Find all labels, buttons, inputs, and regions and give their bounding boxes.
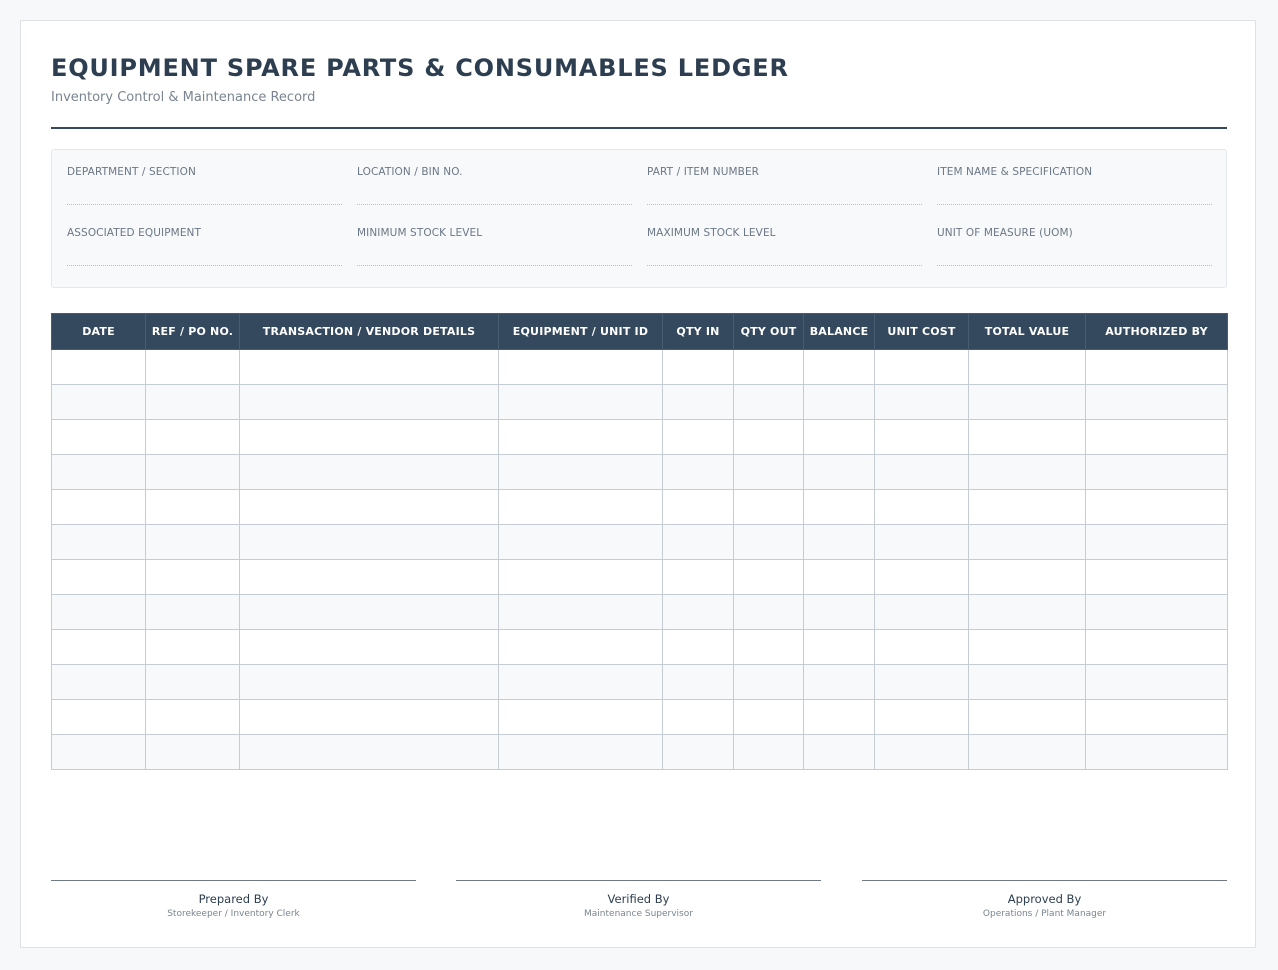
signature-line[interactable] bbox=[51, 880, 416, 881]
table-cell[interactable] bbox=[875, 350, 969, 385]
table-cell[interactable] bbox=[240, 735, 499, 770]
table-cell[interactable] bbox=[52, 525, 146, 560]
table-cell[interactable] bbox=[146, 630, 240, 665]
field-input-line[interactable] bbox=[357, 265, 632, 266]
signature-verified bbox=[456, 880, 821, 919]
table-cell[interactable] bbox=[734, 595, 804, 630]
header-divider bbox=[51, 127, 1227, 129]
signature-prepared bbox=[51, 880, 416, 919]
table-cell[interactable] bbox=[1086, 385, 1228, 420]
ledger-sheet bbox=[20, 20, 1256, 948]
table-cell[interactable] bbox=[240, 560, 499, 595]
column-header-date: DATE bbox=[52, 314, 146, 350]
field-department[interactable] bbox=[67, 166, 342, 178]
table-row bbox=[52, 490, 1228, 525]
table-cell[interactable] bbox=[499, 350, 663, 385]
field-input-line[interactable] bbox=[937, 265, 1212, 266]
table-cell[interactable] bbox=[969, 560, 1086, 595]
field-associated-equipment[interactable] bbox=[67, 227, 342, 239]
table-cell[interactable] bbox=[804, 560, 875, 595]
table-cell[interactable] bbox=[146, 560, 240, 595]
table-cell[interactable] bbox=[663, 665, 734, 700]
table-cell[interactable] bbox=[499, 490, 663, 525]
table-cell[interactable] bbox=[1086, 665, 1228, 700]
table-cell[interactable] bbox=[52, 350, 146, 385]
field-max-stock[interactable] bbox=[647, 227, 922, 239]
table-cell[interactable] bbox=[875, 735, 969, 770]
table-row bbox=[52, 595, 1228, 630]
table-cell[interactable] bbox=[663, 525, 734, 560]
ledger-table bbox=[51, 313, 1228, 770]
table-cell[interactable] bbox=[52, 665, 146, 700]
field-label: ITEM NAME & SPECIFICATION bbox=[937, 166, 1093, 178]
table-cell[interactable] bbox=[734, 385, 804, 420]
table-cell[interactable] bbox=[734, 700, 804, 735]
table-cell[interactable] bbox=[804, 455, 875, 490]
table-cell[interactable] bbox=[969, 700, 1086, 735]
table-cell[interactable] bbox=[804, 735, 875, 770]
table-cell[interactable] bbox=[663, 385, 734, 420]
table-cell[interactable] bbox=[52, 735, 146, 770]
signature-role: Maintenance Supervisor bbox=[584, 909, 693, 919]
table-cell[interactable] bbox=[1086, 595, 1228, 630]
table-cell[interactable] bbox=[146, 525, 240, 560]
table-cell[interactable] bbox=[240, 455, 499, 490]
table-cell[interactable] bbox=[1086, 700, 1228, 735]
table-cell[interactable] bbox=[969, 525, 1086, 560]
table-cell[interactable] bbox=[875, 560, 969, 595]
table-cell[interactable] bbox=[240, 490, 499, 525]
table-cell[interactable] bbox=[499, 630, 663, 665]
field-location[interactable] bbox=[357, 166, 632, 178]
table-cell[interactable] bbox=[240, 700, 499, 735]
table-cell[interactable] bbox=[52, 455, 146, 490]
table-cell[interactable] bbox=[734, 665, 804, 700]
field-part-number[interactable] bbox=[647, 166, 922, 178]
table-cell[interactable] bbox=[52, 630, 146, 665]
column-header-authorized-by: AUTHORIZED BY bbox=[1086, 314, 1228, 350]
table-row bbox=[52, 420, 1228, 455]
table-cell[interactable] bbox=[663, 350, 734, 385]
table-cell[interactable] bbox=[146, 700, 240, 735]
table-cell[interactable] bbox=[663, 455, 734, 490]
table-cell[interactable] bbox=[499, 420, 663, 455]
table-cell[interactable] bbox=[240, 525, 499, 560]
table-row bbox=[52, 735, 1228, 770]
table-cell[interactable] bbox=[52, 420, 146, 455]
table-row bbox=[52, 385, 1228, 420]
table-cell[interactable] bbox=[804, 420, 875, 455]
table-cell[interactable] bbox=[240, 385, 499, 420]
field-input-line[interactable] bbox=[647, 265, 922, 266]
table-cell[interactable] bbox=[1086, 455, 1228, 490]
table-row bbox=[52, 665, 1228, 700]
table-cell[interactable] bbox=[804, 700, 875, 735]
table-cell[interactable] bbox=[1086, 630, 1228, 665]
field-input-line[interactable] bbox=[357, 204, 632, 205]
table-cell[interactable] bbox=[146, 350, 240, 385]
table-cell[interactable] bbox=[146, 420, 240, 455]
table-cell[interactable] bbox=[734, 490, 804, 525]
table-cell[interactable] bbox=[734, 455, 804, 490]
table-cell[interactable] bbox=[804, 350, 875, 385]
table-row bbox=[52, 630, 1228, 665]
field-input-line[interactable] bbox=[647, 204, 922, 205]
signature-title: Prepared By bbox=[198, 892, 269, 906]
table-row bbox=[52, 525, 1228, 560]
table-cell[interactable] bbox=[875, 455, 969, 490]
ledger-body bbox=[52, 350, 1228, 770]
table-cell[interactable] bbox=[499, 455, 663, 490]
table-cell[interactable] bbox=[663, 420, 734, 455]
field-label: MAXIMUM STOCK LEVEL bbox=[647, 227, 776, 239]
table-cell[interactable] bbox=[969, 350, 1086, 385]
table-cell[interactable] bbox=[52, 595, 146, 630]
column-header-ref-po: REF / PO NO. bbox=[146, 314, 240, 350]
field-label: UNIT OF MEASURE (UOM) bbox=[937, 227, 1073, 239]
signature-role: Operations / Plant Manager bbox=[982, 909, 1107, 919]
table-cell[interactable] bbox=[499, 735, 663, 770]
table-cell[interactable] bbox=[663, 560, 734, 595]
item-details-panel bbox=[51, 149, 1227, 288]
column-header-qty-out: QTY OUT bbox=[734, 314, 804, 350]
table-cell[interactable] bbox=[875, 630, 969, 665]
field-label: LOCATION / BIN NO. bbox=[357, 166, 463, 178]
field-uom[interactable] bbox=[937, 227, 1212, 239]
table-cell[interactable] bbox=[969, 420, 1086, 455]
table-cell[interactable] bbox=[734, 560, 804, 595]
table-cell[interactable] bbox=[499, 665, 663, 700]
table-cell[interactable] bbox=[1086, 525, 1228, 560]
table-cell[interactable] bbox=[875, 420, 969, 455]
table-cell[interactable] bbox=[804, 490, 875, 525]
table-cell[interactable] bbox=[146, 455, 240, 490]
column-header-transaction: TRANSACTION / VENDOR DETAILS bbox=[240, 314, 499, 350]
table-cell[interactable] bbox=[663, 595, 734, 630]
table-cell[interactable] bbox=[734, 630, 804, 665]
signature-title: Approved By bbox=[1007, 892, 1082, 906]
field-label: MINIMUM STOCK LEVEL bbox=[357, 227, 483, 239]
table-cell[interactable] bbox=[146, 385, 240, 420]
field-item-name[interactable] bbox=[937, 166, 1212, 178]
table-cell[interactable] bbox=[734, 735, 804, 770]
field-input-line[interactable] bbox=[67, 265, 342, 266]
table-cell[interactable] bbox=[875, 525, 969, 560]
signature-line[interactable] bbox=[456, 880, 821, 881]
table-cell[interactable] bbox=[52, 700, 146, 735]
field-input-line[interactable] bbox=[67, 204, 342, 205]
table-cell[interactable] bbox=[804, 525, 875, 560]
table-cell[interactable] bbox=[663, 735, 734, 770]
table-cell[interactable] bbox=[663, 490, 734, 525]
field-label: PART / ITEM NUMBER bbox=[647, 166, 760, 178]
field-label: ASSOCIATED EQUIPMENT bbox=[67, 227, 202, 239]
table-cell[interactable] bbox=[969, 735, 1086, 770]
table-row bbox=[52, 560, 1228, 595]
document-title: EQUIPMENT SPARE PARTS & CONSUMABLES LEDGER bbox=[51, 54, 789, 82]
table-cell[interactable] bbox=[499, 595, 663, 630]
table-cell[interactable] bbox=[52, 385, 146, 420]
table-cell[interactable] bbox=[969, 385, 1086, 420]
field-input-line[interactable] bbox=[937, 204, 1212, 205]
table-row bbox=[52, 700, 1228, 735]
signature-role: Storekeeper / Inventory Clerk bbox=[167, 909, 300, 919]
table-cell[interactable] bbox=[969, 665, 1086, 700]
table-cell[interactable] bbox=[804, 665, 875, 700]
table-cell[interactable] bbox=[240, 665, 499, 700]
table-cell[interactable] bbox=[804, 595, 875, 630]
table-cell[interactable] bbox=[499, 700, 663, 735]
column-header-equipment: EQUIPMENT / UNIT ID bbox=[499, 314, 663, 350]
table-cell[interactable] bbox=[804, 385, 875, 420]
column-header-qty-in: QTY IN bbox=[663, 314, 734, 350]
table-cell[interactable] bbox=[875, 700, 969, 735]
table-cell[interactable] bbox=[240, 350, 499, 385]
table-cell[interactable] bbox=[875, 665, 969, 700]
table-cell[interactable] bbox=[969, 630, 1086, 665]
signature-title: Verified By bbox=[607, 892, 670, 906]
table-cell[interactable] bbox=[146, 665, 240, 700]
table-cell[interactable] bbox=[875, 595, 969, 630]
table-cell[interactable] bbox=[734, 350, 804, 385]
table-cell[interactable] bbox=[1086, 490, 1228, 525]
table-cell[interactable] bbox=[1086, 560, 1228, 595]
table-cell[interactable] bbox=[734, 525, 804, 560]
column-header-balance: BALANCE bbox=[804, 314, 875, 350]
table-cell[interactable] bbox=[875, 490, 969, 525]
table-cell[interactable] bbox=[52, 560, 146, 595]
signature-approved bbox=[862, 880, 1227, 919]
table-cell[interactable] bbox=[734, 420, 804, 455]
table-cell[interactable] bbox=[146, 490, 240, 525]
field-label: DEPARTMENT / SECTION bbox=[67, 166, 196, 178]
table-cell[interactable] bbox=[969, 490, 1086, 525]
table-cell[interactable] bbox=[663, 700, 734, 735]
table-cell[interactable] bbox=[146, 735, 240, 770]
table-cell[interactable] bbox=[499, 560, 663, 595]
table-cell[interactable] bbox=[499, 525, 663, 560]
column-header-unit-cost: UNIT COST bbox=[875, 314, 969, 350]
table-row bbox=[52, 350, 1228, 385]
table-cell[interactable] bbox=[52, 490, 146, 525]
signature-line[interactable] bbox=[862, 880, 1227, 881]
table-cell[interactable] bbox=[1086, 350, 1228, 385]
table-row bbox=[52, 455, 1228, 490]
table-cell[interactable] bbox=[804, 630, 875, 665]
table-cell[interactable] bbox=[1086, 420, 1228, 455]
table-cell[interactable] bbox=[969, 595, 1086, 630]
table-cell[interactable] bbox=[1086, 735, 1228, 770]
field-min-stock[interactable] bbox=[357, 227, 632, 239]
table-cell[interactable] bbox=[240, 420, 499, 455]
document-subtitle: Inventory Control & Maintenance Record bbox=[51, 90, 316, 105]
table-cell[interactable] bbox=[240, 630, 499, 665]
table-cell[interactable] bbox=[663, 630, 734, 665]
table-cell[interactable] bbox=[240, 595, 499, 630]
ledger-header-row bbox=[52, 314, 1228, 350]
table-cell[interactable] bbox=[146, 595, 240, 630]
table-cell[interactable] bbox=[499, 385, 663, 420]
table-cell[interactable] bbox=[969, 455, 1086, 490]
table-cell[interactable] bbox=[875, 385, 969, 420]
column-header-total-value: TOTAL VALUE bbox=[969, 314, 1086, 350]
